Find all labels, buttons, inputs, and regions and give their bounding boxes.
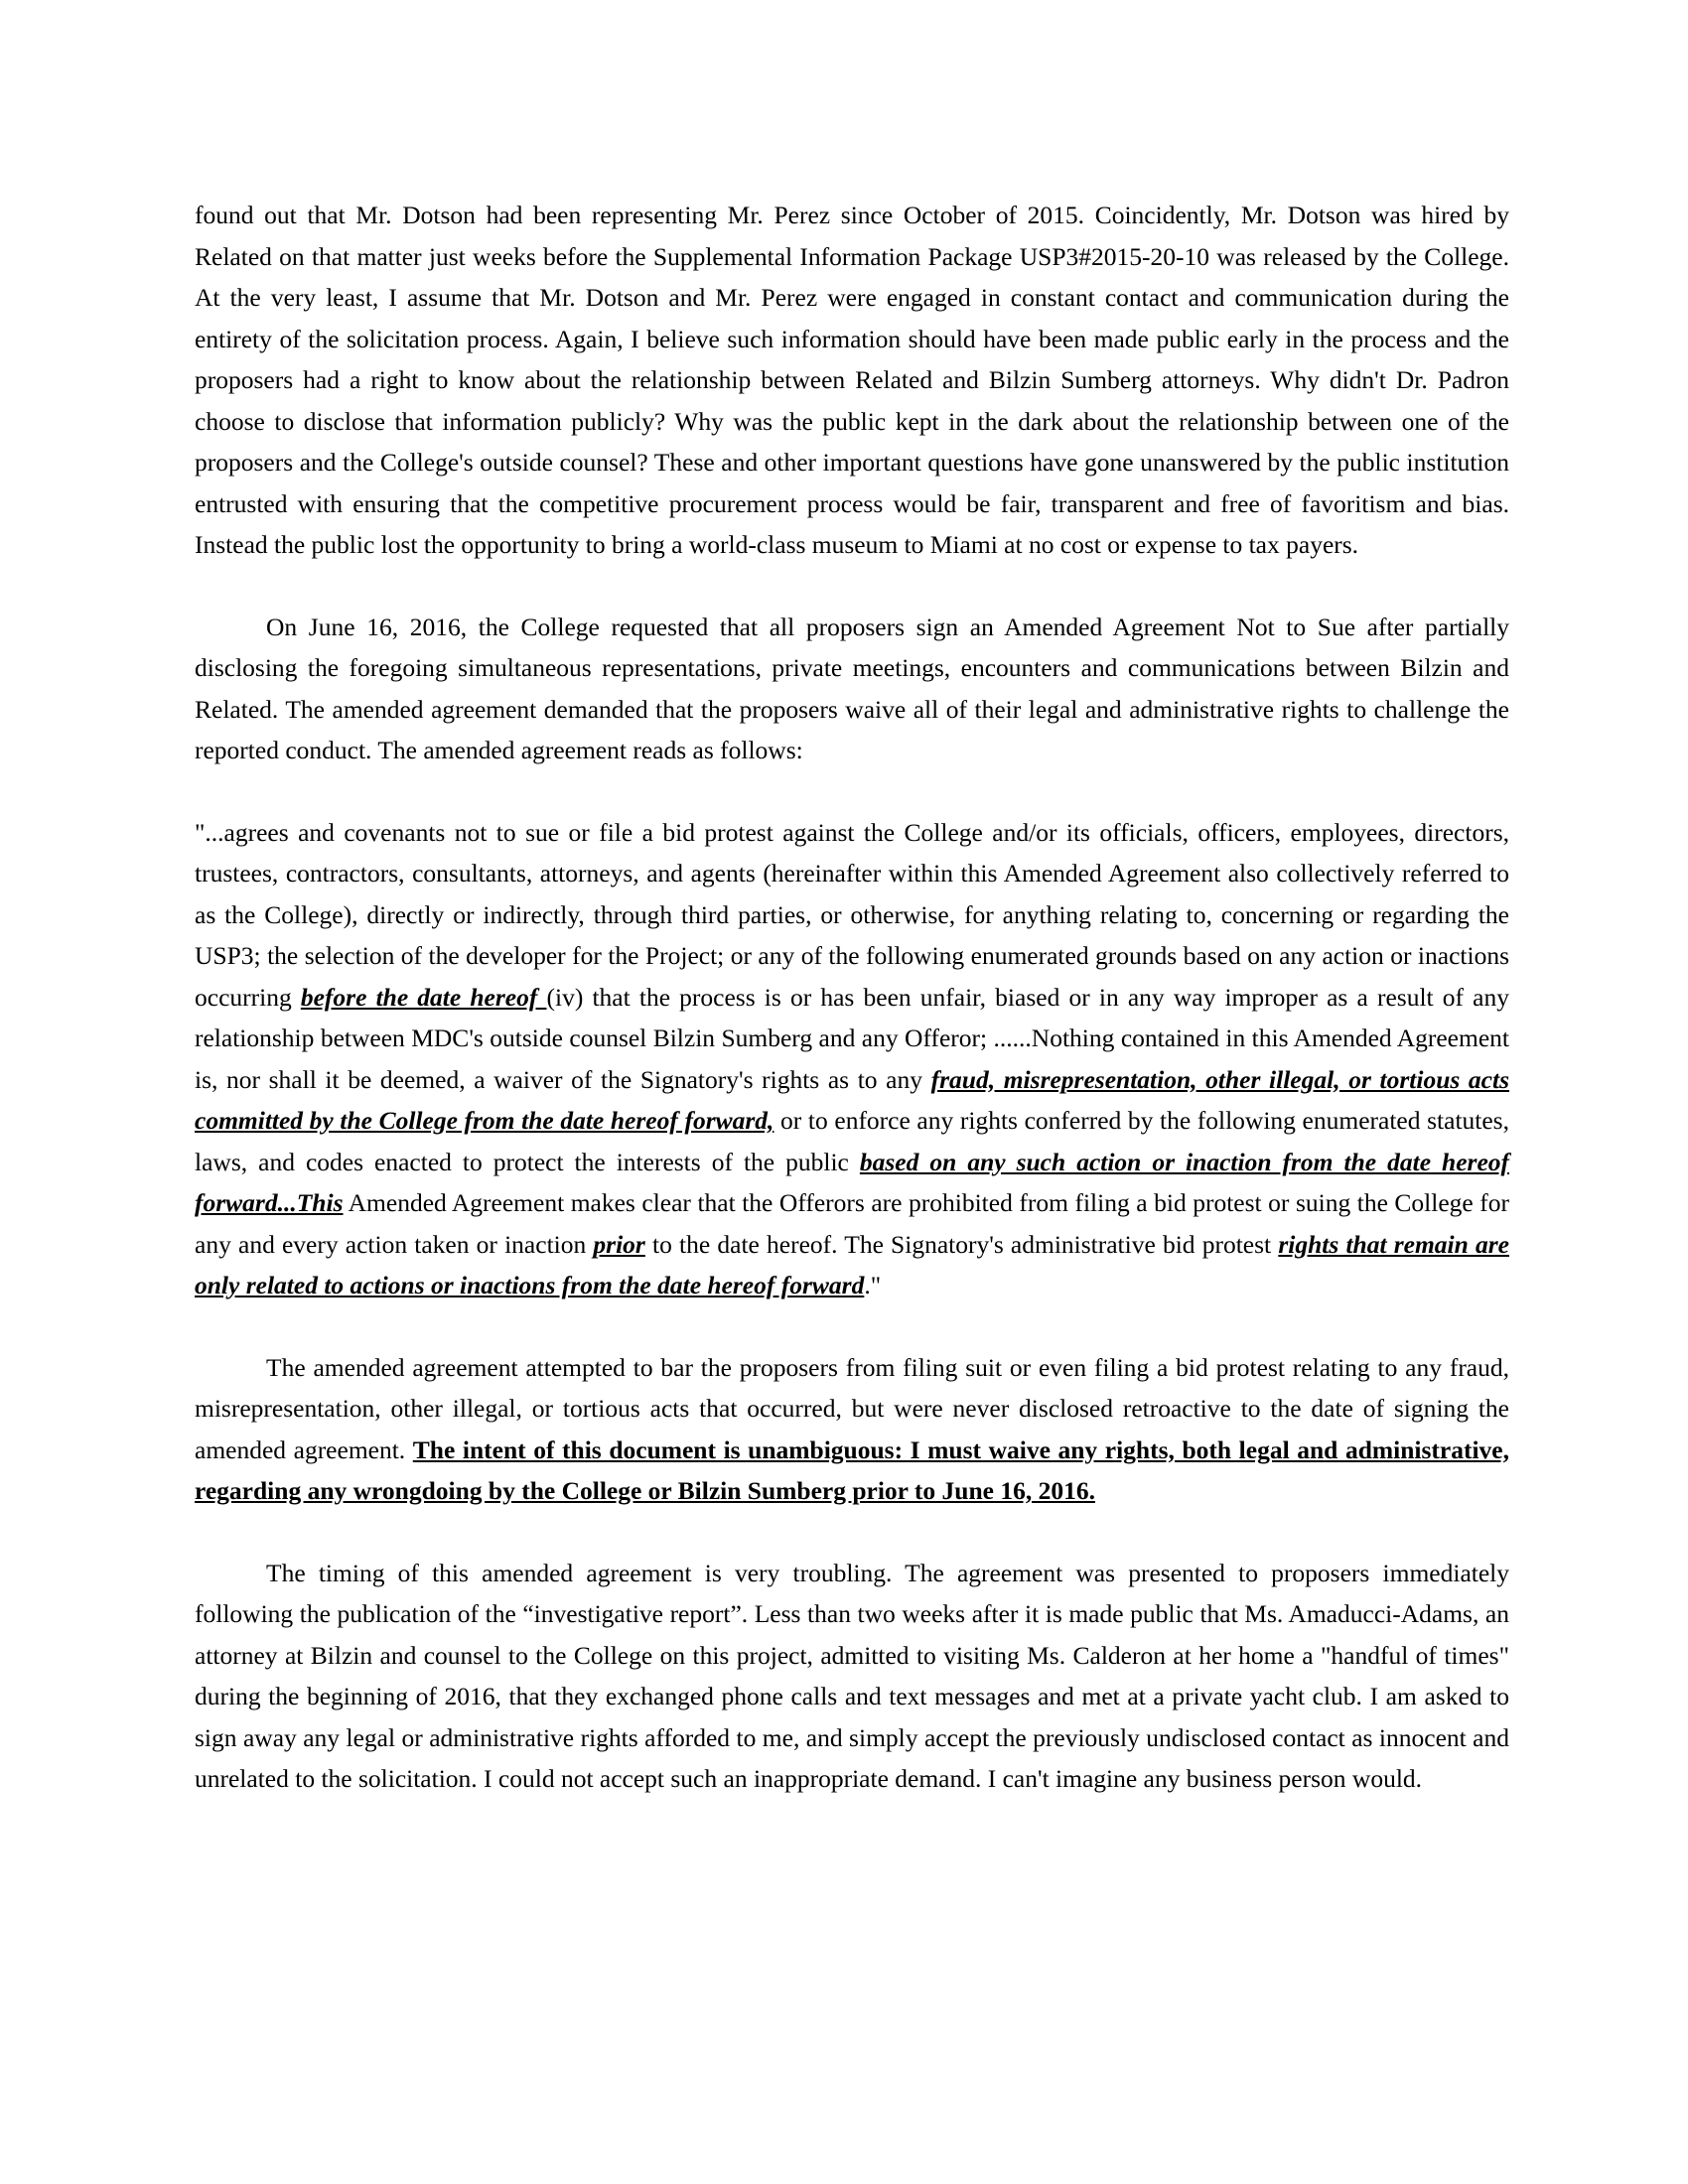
text-run: The amended agreement attempted to bar the proposers from filing suit or even filing a bid protest relating to any fraud, misrepresentation, other illegal, or tortious acts that occurred, but were never disclosed retroactive to the date of signing the amended agreement. [195, 1352, 1509, 1464]
emphasized-text-run: rights that remain are only related to actions or inactions from the date hereof forward [195, 1229, 1509, 1299]
para-timing-troubling [195, 1553, 1509, 1800]
text-run: ." [864, 1271, 882, 1299]
text-run: The timing of this amended agreement is very troubling. The agreement was presented to proposers immediately following the publication of the “investigative report”. Less than two weeks after it is made public that Ms. Amaducci-Adams, an attorney at Bilzin and counsel to the College on this project, admitted to visiting Ms. Calderon at her home a "handful of times" during the beginning of 2016, that they exchanged phone calls and text messages and met at a private yacht club. I am asked to sign away any legal or administrative rights afforded to me, and simply accept the previously undisclosed contact as innocent and unrelated to the solicitation. I could not accept such an inappropriate demand. I can't imagine any business person would. [195, 1558, 1509, 1793]
text-run: "...agrees and covenants not to sue or file a bid protest against the College and/or its officials, officers, employees, directors, trustees, contractors, consultants, attorneys, and agents (hereinafter within this Amended Agreement also collectively referred to as the College), directly or indirectly, through third parties, or otherwise, for anything relating to, concerning or regarding the USP3; the selection of the developer for the Project; or any of the following enumerated grounds based on any action or inactions occurring [195, 817, 1509, 1012]
para-amended-barred-proposers [195, 1347, 1509, 1512]
emphasized-text-run: prior [593, 1229, 645, 1259]
emphasized-text-run: before the date hereof [300, 982, 547, 1012]
text-run: (iv) that the process is or has been unfair, biased or in any way improper as a result of any relationship between MDC's outside counsel Bilzin Sumberg and any Offeror; ......Nothing contained in this Amended Agreement is, nor shall it be deemed, a waiver of the Signatory's rights as to any [195, 982, 1509, 1094]
emphasized-text-run: based on any such action or inaction from the date hereof forward...This [195, 1147, 1510, 1217]
emphasized-text-run: The intent of this document is unambiguous: I must waive any rights, both legal and administrative, regarding any wrongdoing by the College or Bilzin Sumberg prior to June 16, 2016. [195, 1434, 1509, 1505]
para-quoted-agreement [195, 812, 1509, 1306]
document-body [195, 195, 1509, 1800]
para-june-16-2016 [195, 607, 1509, 771]
emphasized-text-run: fraud, misrepresentation, other illegal, or tortious acts committed by the College from the date hereof forward, [195, 1064, 1510, 1135]
text-run: or to enforce any rights conferred by the following enumerated statutes, laws, and codes enacted to protect the interests of the public [195, 1106, 1509, 1176]
para-continued-dotson [195, 195, 1509, 566]
text-run: found out that Mr. Dotson had been representing Mr. Perez since October of 2015. Coincidently, Mr. Dotson was hired by Related on that matter just weeks before the Supplemental Information Package USP3#2015-20-10 was released by the College. At the very least, I assume that Mr. Dotson and Mr. Perez were engaged in constant contact and communication during the entirety of the solicitation process. Again, I believe such information should have been made public early in the process and the proposers had a right to know about the relationship between Related and Bilzin Sumberg attorneys. Why didn't Dr. Padron choose to disclose that information publicly? Why was the public kept in the dark about the relationship between one of the proposers and the College's outside counsel? These and other important questions have gone unanswered by the public institution entrusted with ensuring that the competitive procurement process would be fair, transparent and free of favoritism and bias. Instead the public lost the opportunity to bring a world-class museum to Miami at no cost or expense to tax payers. [195, 201, 1509, 559]
text-run: Amended Agreement makes clear that the Offerors are prohibited from filing a bid protest or suing the College for any and every action taken or inaction [195, 1188, 1509, 1259]
text-run: On June 16, 2016, the College requested that all proposers sign an Amended Agreement Not to Sue after partially disclosing the foregoing simultaneous representations, private meetings, encounters and communications between Bilzin and Related. The amended agreement demanded that the proposers waive all of their legal and administrative rights to challenge the reported conduct. The amended agreement reads as follows: [195, 612, 1509, 764]
text-run: to the date hereof. The Signatory's administrative bid protest [644, 1229, 1279, 1259]
